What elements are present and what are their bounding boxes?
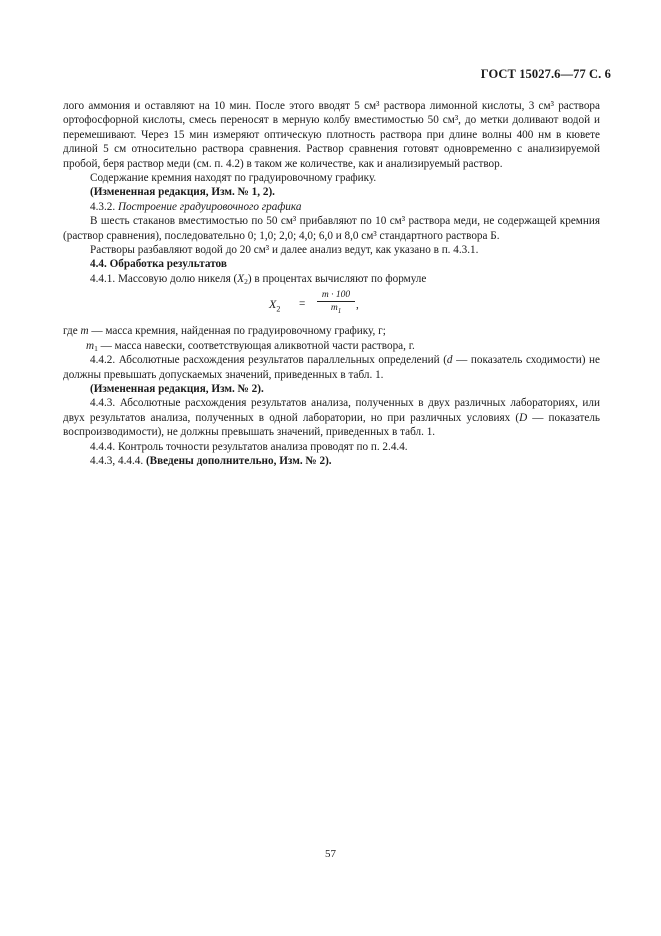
document-header: ГОСТ 15027.6—77 С. 6: [480, 67, 611, 81]
formula-comma: ,: [356, 299, 359, 312]
where-m: где m — масса кремния, найденная по градуировочному графику, г;: [63, 325, 386, 338]
where-m1: $m_1$ — масса навески, соответствующая аликвотной части раствора, г.: [86, 339, 415, 353]
formula-numerator: m · 100: [317, 289, 355, 302]
formula-fraction: [317, 289, 355, 317]
formula-lhs: $X_2$: [269, 297, 281, 314]
amendment-note-1: (Измененная редакция, Изм. № 1, 2).: [90, 186, 275, 199]
paragraph-dilution: Растворы разбавляют водой до 20 см³ и далее анализ ведут, как указано в п. 4.3.1.: [90, 244, 479, 257]
formula-equals: =: [299, 298, 306, 311]
section-number: 4.3.2.: [90, 200, 116, 213]
formula-denominator: $m_1$: [330, 303, 342, 316]
formula-nickel-fraction: [63, 289, 600, 319]
paragraph-4-4-3: 4.4.3. Абсолютные расхождения результатов анализа, полученных в двух различных лабораториях, или двух результатов анализа, полученных в одной лаборатории, но при различных условиях (D — показатель воспроизводимости), не должны превышать значений, приведенных в табл. 1.: [63, 397, 601, 439]
section-4-3-2-heading: [63, 200, 600, 214]
paragraph-six-beakers: В шесть стаканов вместимостью по 50 см³ прибавляют по 10 см³ раствора меди, не содержащей кремния (раствор сравнения), последовательно 0; 1,0; 2,0; 4,0; 6,0 и 8,0 см³ стандартного раствора Б.: [63, 215, 600, 242]
paragraph-silicon-graph: Содержание кремния находят по градуировочному графику.: [90, 172, 377, 185]
paragraph-4-4-2: 4.4.2. Абсолютные расхождения результатов параллельных определений (d — показатель сходимости) не должны превышать допускаемых значений, приведенных в табл. 1.: [63, 354, 600, 381]
section-title: Построение градуировочного графика: [117, 200, 302, 213]
amendment-note-2: (Измененная редакция, Изм. № 2).: [90, 382, 264, 395]
page-number: 57: [325, 848, 336, 860]
section-4-4-heading: 4.4. Обработка результатов: [90, 258, 227, 271]
document-body: [63, 99, 600, 468]
paragraph-introduced: 4.4.3, 4.4.4. (Введены дополнительно, Изм. № 2).: [90, 454, 332, 467]
paragraph-continuation: лого аммония и оставляют на 10 мин. После этого вводят 5 см³ раствора лимонной кислоты, 3 см³ раствора ортофосфорной кислоты, смесь переносят в мерную колбу вместимостью 50 см³, до метки доливают водой и перемешивают. Через 15 мин измеряют оптическую плотность раствора при длине волны 400 нм в кювете длиной 5 см относительно раствора сравнения. Раствор сравнения готовят одновременно с анализируемой пробой, беря раствор меди (см. п. 4.2) в таком же количестве, как и анализируемый раствор.: [63, 100, 600, 170]
paragraph-4-4-4: 4.4.4. Контроль точности результатов анализа проводят по п. 2.4.4.: [90, 440, 408, 453]
paragraph-4-4-1: 4.4.1. Массовую долю никеля $(X_2)$ в процентах вычисляют по формуле: [90, 272, 427, 286]
